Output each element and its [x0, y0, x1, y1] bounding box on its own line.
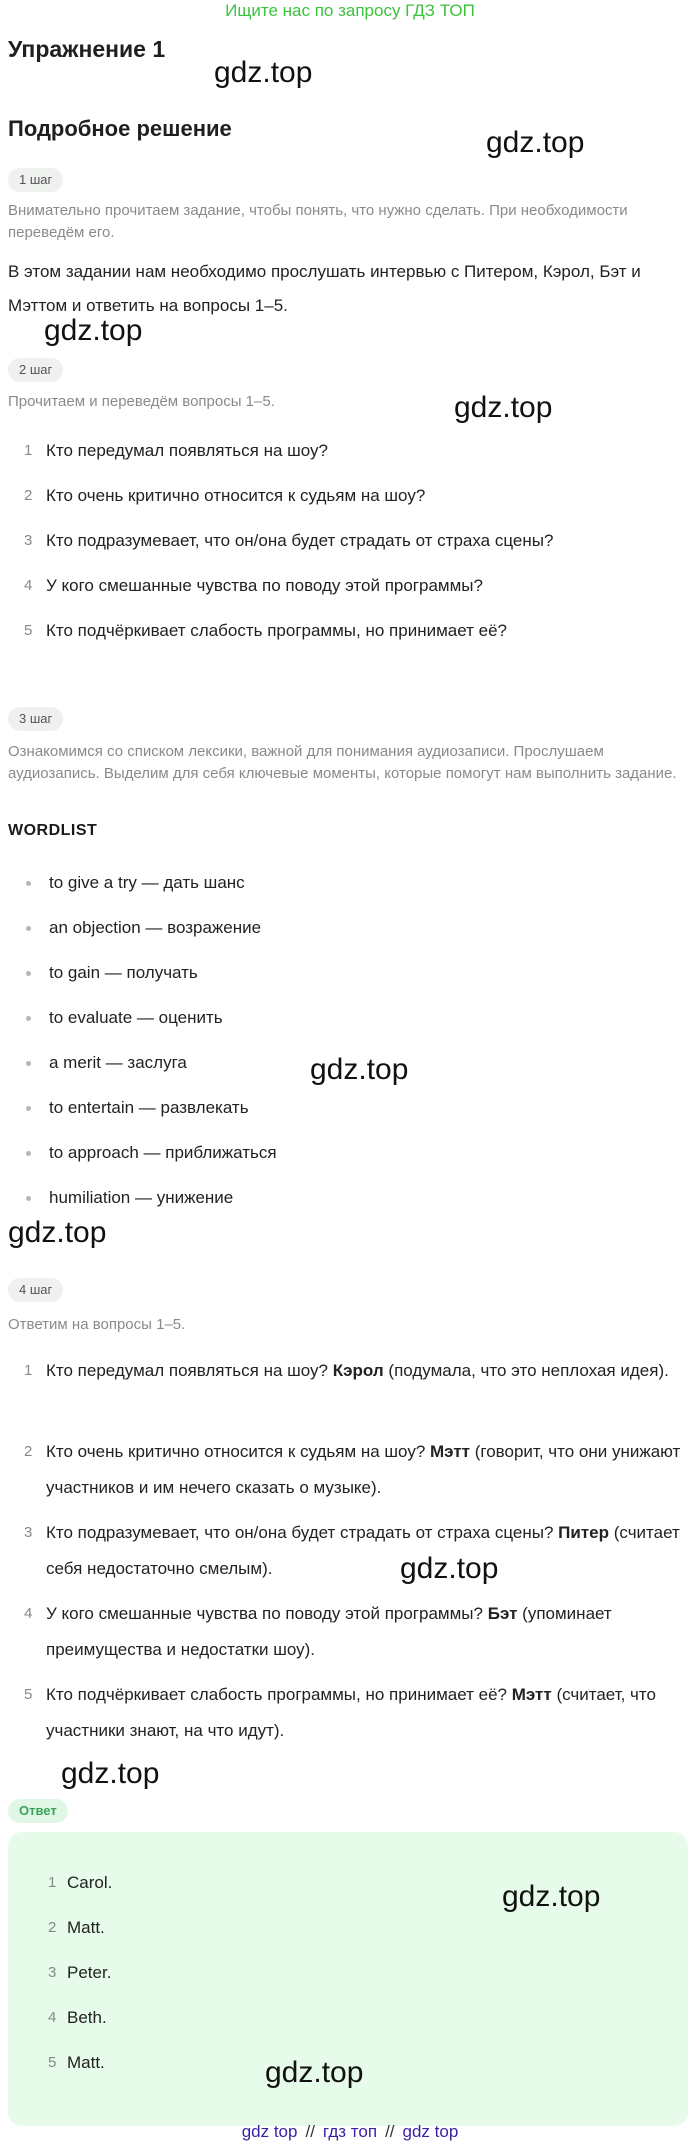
list-item	[8, 1097, 688, 1142]
list-item	[8, 962, 688, 1007]
item-number: 1	[48, 1874, 57, 1891]
item-number: 3	[48, 1964, 57, 1981]
final-answer: Peter.	[67, 1963, 112, 1982]
answer-name: Кэрол	[332, 1361, 384, 1380]
question-text: Кто передумал появляться на шоу?	[46, 1361, 329, 1380]
wordlist-entry: to give a try — дать шанс	[49, 873, 245, 892]
wordlist-entry: to entertain — развлекать	[49, 1098, 249, 1117]
final-answer: Carol.	[67, 1873, 113, 1892]
answer-name: Бэт	[487, 1604, 518, 1623]
list-item	[8, 1962, 688, 2007]
item-number: 1	[24, 1362, 33, 1379]
step-3-hint: Ознакомимся со списком лексики, важной для понимания аудиозаписи. Прослушаем аудиозапись. Выделим для себя ключевые моменты, которые помогут нам выполнить задание.	[8, 743, 677, 782]
list-item	[8, 1596, 688, 1677]
step-2-badge: 2 шаг	[8, 358, 63, 382]
wordlist-entry: to approach — приближаться	[49, 1143, 277, 1162]
final-answer: Matt.	[67, 2053, 105, 2072]
list-item	[8, 1187, 688, 1232]
list-item	[8, 1007, 688, 1052]
step-1-hint: Внимательно прочитаем задание, чтобы понять, что нужно сделать. При необходимости переведём его.	[8, 202, 628, 241]
watermark: gdz.top	[265, 2056, 364, 2089]
question-text: Кто подразумевает, что он/она будет страдать от страха сцены?	[46, 531, 554, 550]
item-number: 3	[24, 1524, 33, 1541]
step-1-text: В этом задании нам необходимо прослушать интервью с Питером, Кэрол, Бэт и Мэттом и ответить на вопросы 1–5.	[8, 262, 641, 315]
answer-note: (подумала, что это неплохая идея).	[388, 1361, 669, 1380]
question-text: Кто очень критично относится к судьям на шоу?	[46, 486, 426, 505]
list-item	[8, 1434, 688, 1515]
watermark: gdz.top	[44, 314, 143, 347]
answer-note: (считает, что участники знают, на что идут).	[46, 1685, 656, 1740]
list-item	[8, 530, 688, 575]
footer-link[interactable]: gdz top	[402, 2122, 459, 2141]
question-text: У кого смешанные чувства по поводу этой программы?	[46, 1604, 483, 1623]
answer-name: Мэтт	[430, 1442, 470, 1461]
question-text: Кто очень критично относится к судьям на шоу?	[46, 1442, 426, 1461]
footer-links	[0, 2122, 700, 2142]
answer-note: (упоминает преимущества и недостатки шоу).	[46, 1604, 612, 1659]
bullet	[26, 926, 31, 931]
wordlist-entry: to evaluate — оценить	[49, 1008, 223, 1027]
step-4-hint: Ответим на вопросы 1–5.	[8, 1316, 186, 1333]
step-2-hint: Прочитаем и переведём вопросы 1–5.	[8, 393, 275, 410]
final-answer: Matt.	[67, 1918, 105, 1937]
wordlist-heading: WORDLIST	[8, 822, 98, 839]
step-4-badge: 4 шаг	[8, 1278, 63, 1302]
watermark: gdz.top	[502, 1880, 601, 1913]
question-list	[8, 440, 688, 665]
bullet	[26, 1016, 31, 1021]
item-number: 3	[24, 532, 33, 549]
list-item	[8, 440, 688, 485]
list-item	[8, 1353, 688, 1434]
answer-explanation-list	[8, 1353, 688, 1758]
list-item	[8, 1677, 688, 1758]
footer-link[interactable]: gdz top	[241, 2122, 298, 2141]
answer-name: Питер	[558, 1523, 609, 1542]
bullet	[26, 1196, 31, 1201]
item-number: 1	[24, 442, 33, 459]
watermark: gdz.top	[454, 391, 553, 424]
search-banner: Ищите нас по запросу ГДЗ ТОП	[225, 1, 475, 20]
bullet	[26, 1151, 31, 1156]
answer-name: Мэтт	[511, 1685, 552, 1704]
item-number: 5	[24, 622, 33, 639]
footer-separator: //	[385, 2122, 395, 2141]
step-1-badge: 1 шаг	[8, 168, 63, 192]
answer-note: (говорит, что они унижают участников и им нечего сказать о музыке).	[46, 1442, 681, 1497]
list-item	[8, 917, 688, 962]
item-number: 4	[48, 2009, 57, 2026]
item-number: 4	[24, 1605, 33, 1622]
list-item	[8, 872, 688, 917]
bullet	[26, 881, 31, 886]
watermark: gdz.top	[214, 56, 313, 89]
list-item	[8, 1142, 688, 1187]
watermark: gdz.top	[61, 1757, 160, 1790]
bullet	[26, 971, 31, 976]
wordlist-entry: humiliation — унижение	[49, 1188, 234, 1207]
section-title: Подробное решение	[8, 116, 232, 141]
item-number: 2	[48, 1919, 57, 1936]
item-number: 2	[24, 487, 33, 504]
item-number: 5	[24, 1686, 33, 1703]
question-text: У кого смешанные чувства по поводу этой программы?	[46, 576, 483, 595]
list-item	[8, 575, 688, 620]
question-text: Кто подчёркивает слабость программы, но принимает её?	[46, 621, 507, 640]
wordlist-entry: to gain — получать	[49, 963, 198, 982]
answer-badge: Ответ	[8, 1799, 68, 1823]
wordlist-entry: a merit — заслуга	[49, 1053, 187, 1072]
question-text: Кто подразумевает, что он/она будет страдать от страха сцены?	[46, 1523, 554, 1542]
item-number: 5	[48, 2054, 57, 2071]
list-item	[8, 2007, 688, 2052]
list-item	[8, 1515, 688, 1596]
item-number: 4	[24, 577, 33, 594]
step-3-badge: 3 шаг	[8, 707, 63, 731]
footer-separator: //	[305, 2122, 315, 2141]
question-text: Кто подчёркивает слабость программы, но принимает её?	[46, 1685, 507, 1704]
watermark: gdz.top	[486, 126, 585, 159]
footer-link[interactable]: гдз топ	[322, 2122, 378, 2141]
watermark: gdz.top	[400, 1552, 499, 1585]
watermark: gdz.top	[310, 1053, 409, 1086]
watermark: gdz.top	[8, 1216, 107, 1249]
list-item	[8, 620, 688, 665]
wordlist	[8, 872, 688, 1232]
item-number: 2	[24, 1443, 33, 1460]
list-item	[8, 1917, 688, 1962]
list-item	[8, 485, 688, 530]
question-text: Кто передумал появляться на шоу?	[46, 441, 329, 460]
exercise-title: Упражнение 1	[8, 36, 166, 62]
bullet	[26, 1061, 31, 1066]
final-answer: Beth.	[67, 2008, 107, 2027]
answer-note: (считает себя недостаточно смелым).	[46, 1523, 680, 1578]
bullet	[26, 1106, 31, 1111]
wordlist-entry: an objection — возражение	[49, 918, 262, 937]
